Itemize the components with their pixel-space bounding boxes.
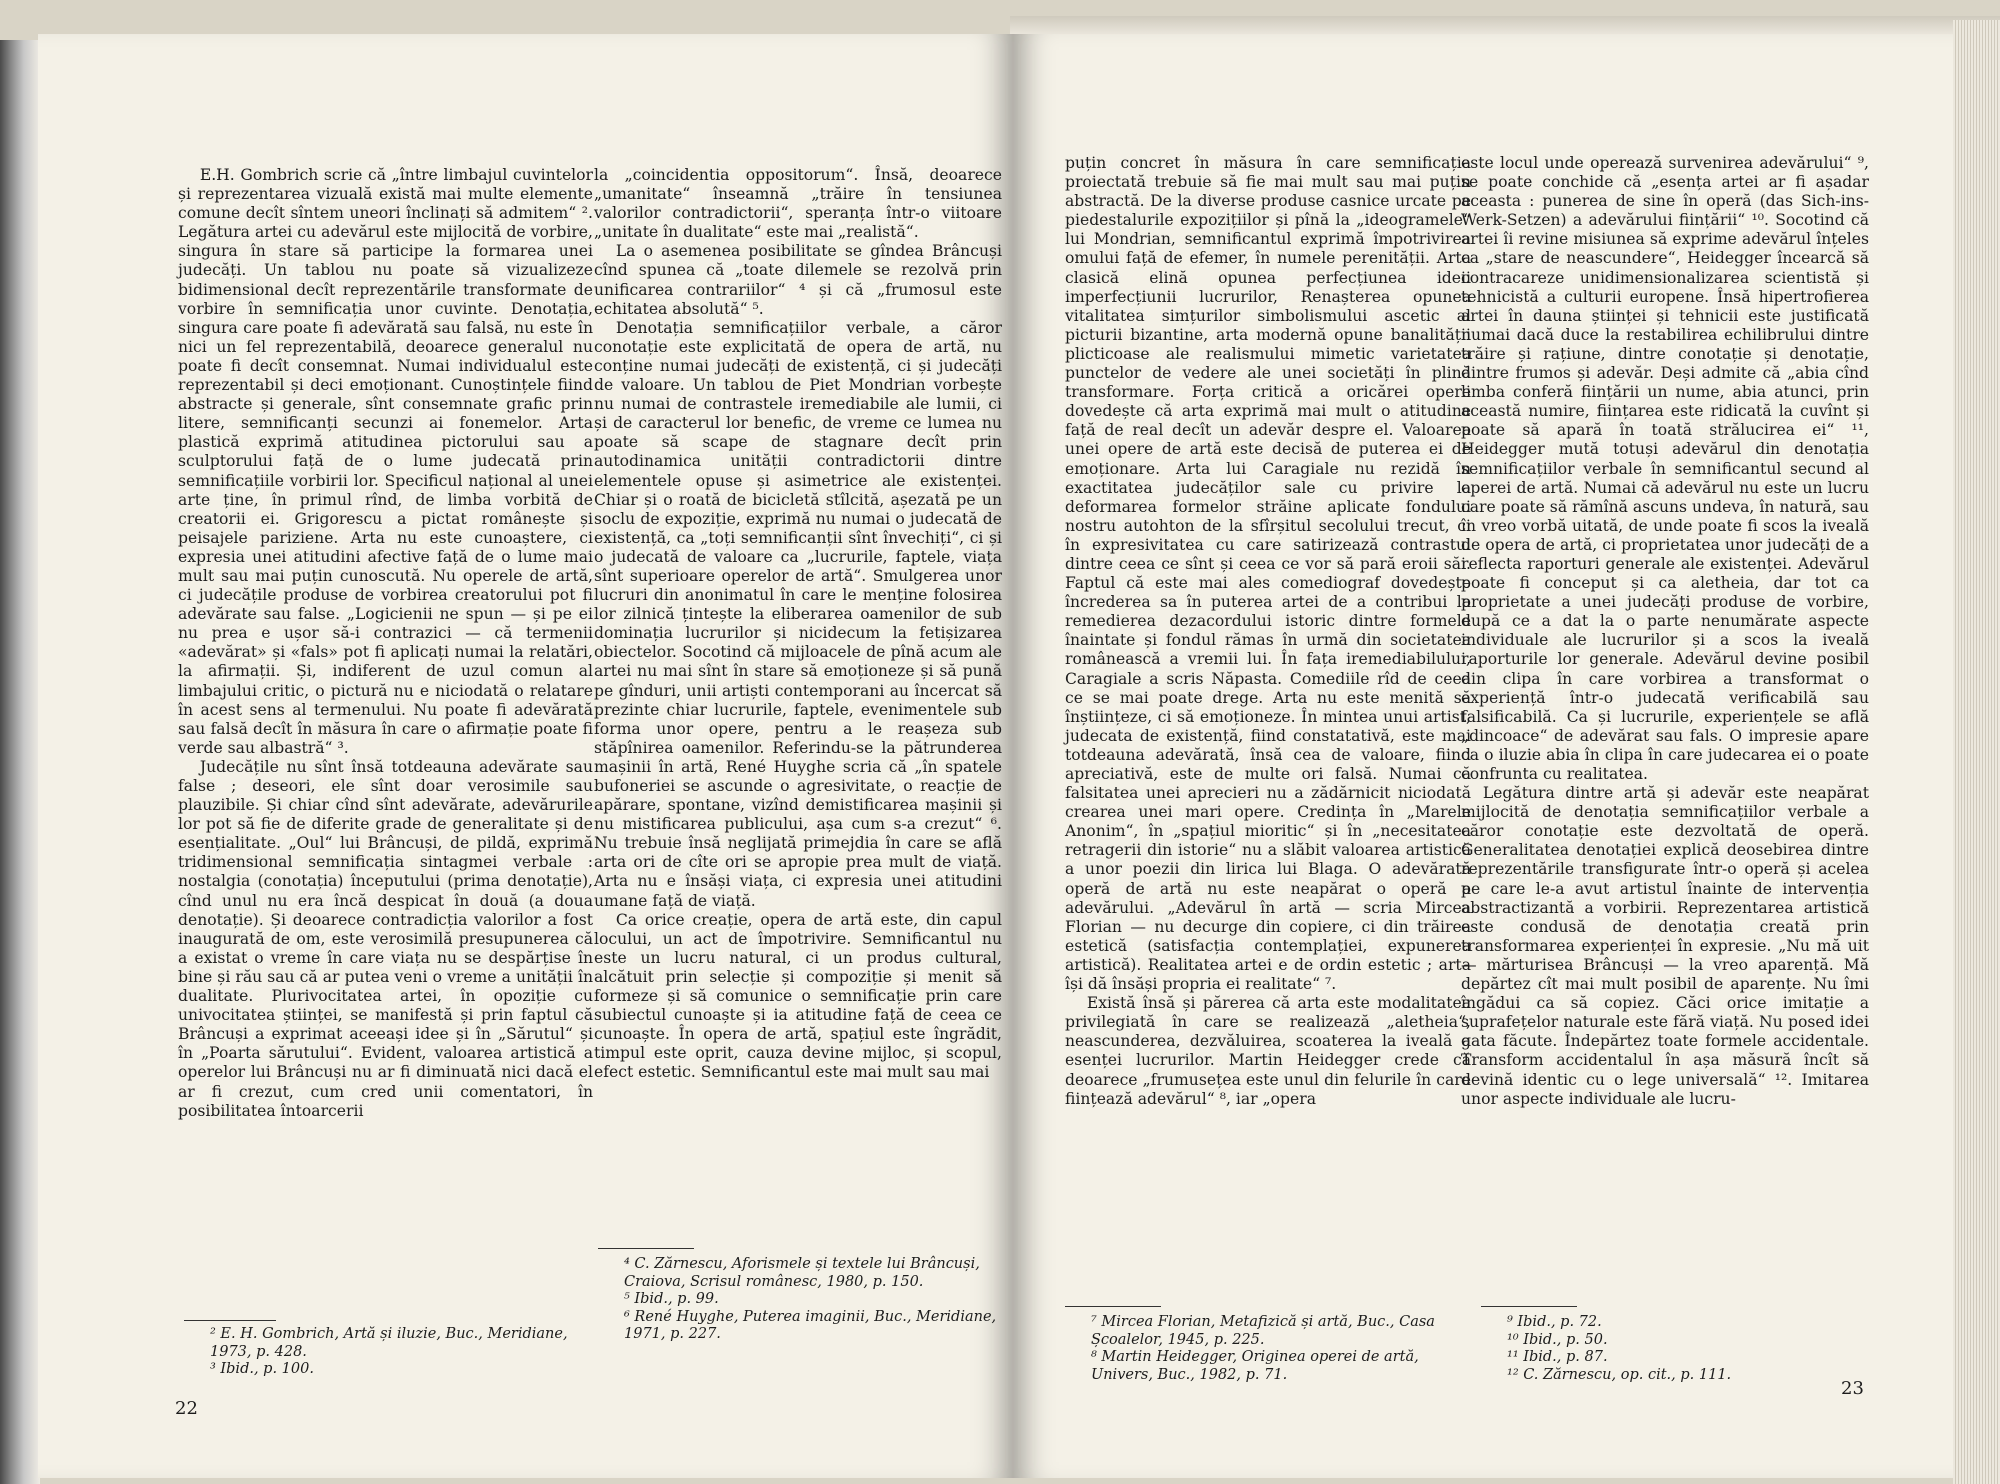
right-page [1013,34,1953,1478]
footnote: ¹¹ Ibid., p. 87. [1507,1349,1608,1365]
footnote: ⁶ René Huyghe, Puterea imaginii, Buc., Meridiane, 1971, p. 227. [624,1308,997,1342]
right-footnotes-col-2 [1481,1314,1871,1384]
right-page-column-1 [1065,154,1471,1109]
footnote: ⁷ Mircea Florian, Metafizică și artă, Buc., Casa Școalelor, 1945, p. 225. [1091,1314,1435,1348]
paragraph: Denotația semnificațiilor verbale, a căror conotație este explicitată de opera de artă, nu conține numai judecăți de existență, ci și judecăți de valoare. Un tablou de Piet Mondrian vorbește nu numai de contrastele iremediabile ale lumii, ci și de caracterul lor benefic, de vreme ce lumea nu poate să scape de stagnare decît prin autodinamica unității contradictorii dintre elementele opuse și asimetrice ale existenței. Chiar și o roată de bicicletă stîlcită, așezată pe un soclu de expoziție, exprimă nu numai o judecată de existență, ca „toți semnificanții sînt învechiți“, ci și o judecată de valoare ca „lucrurile, faptele, viața sînt superioare operelor de artă“. Smulgerea unor lucruri din anonimatul în care le menține folosirea lor zilnică țintește la eliberarea oamenilor de sub dominația lucrurilor și nicidecum la fetișizarea obiectelor. Socotind că mijloacele de pînă acum ale artei nu mai sînt în stare să emoționeze și să pună pe gînduri, unii artiști contemporani au încercat să prezinte chiar lucrurile, faptele, evenimentele sub forma unor opere, pentru a le reașeza sub stăpînirea oamenilor. Referindu-se la pătrunderea mașinii în artă, René Huyghe scria că „în spatele bufoneriei se ascunde o agresivitate, o reacție de apărare, spontane, vizînd demistificarea mașinii și nu mistificarea publicului, așa cum s-a crezut“ ⁶. Nu trebuie însă neglijată primejdia în care se află arta ori de cîte ori se apropie prea mult de viață. Arta nu e însăși viața, ci expresia unei atitudini umane față de viață. [594,318,1002,910]
left-footnotes-col-1 [184,1326,592,1379]
paragraph: este locul unde operează survenirea adevărului“ ⁹, se poate conchide că „esența artei ar fi așadar aceasta : punerea de sine în operă (das Sich-ins-Werk-Setzen) a adevărului ființării“ ¹⁰. Socotind că artei îi revine misiunea să exprime adevărul înțeles ca „stare de neascundere“, Heidegger încearcă să contracareze unidimensionalizarea scientistă și tehnicistă a culturii europene. Însă hipertrofierea artei în dauna științei și tehnicii este justificată numai dacă duce la restabilirea echilibrului dintre trăire și rațiune, dintre conotație și denotație, dintre frumos și adevăr. Deși admite că „abia cînd limba conferă ființării un nume, abia atunci, prin această numire, ființarea este ridicată la cuvînt și poate să apară în toată strălucirea ei“ ¹¹, Heidegger mută totuși adevărul din denotația semnificațiilor verbale în semnificantul secund al operei de artă. Numai că adevărul nu este un lucru care poate să rămînă ascuns undeva, în natură, sau în vreo vorbă uitată, de unde poate fi scos la iveală de opera de artă, ci proprietatea unor judecăți de a reflecta raporturi generale ale existenței. Adevărul poate fi conceput și ca aletheia, dar tot ca proprietate a unei judecăți produse de vorbire, după ce a dat la o parte nenumărate aspecte individuale ale lucrurilor și a scos la iveală raporturile lor generale. Adevărul devine posibil din clipa în care vorbirea a transformat o experiență într-o judecată verificabilă sau falsificabilă. Ca și lucrurile, experiențele se află „dincoace“ de adevărat sau fals. O impresie apare ca o iluzie abia în clipa în care judecarea ei o poate confrunta cu realitatea. [1461,154,1869,783]
paragraph: Ca orice creație, opera de artă este, din capul locului, un act de împotrivire. Semnificantul nu este un lucru natural, ci un produs cultural, alcătuit prin selecție și compoziție și menit să formeze și să comunice o semnificație prin care subiectul cunoaște și ia atitudine față de ceea ce cunoaște. În opera de artă, spațiul este îngrădit, timpul este oprit, cauza devine mijloc, și scopul, efect estetic. Semnificantul este mai mult sau mai [594,910,1002,1082]
footnote: ¹² C. Zărnescu, op. cit., p. 111. [1507,1366,1732,1383]
footnote-rule [1481,1306,1577,1307]
left-page [38,34,1013,1478]
footnote-rule [184,1320,276,1321]
left-page-column-1 [178,166,593,1121]
footnote: ² E. H. Gombrich, Artă și iluzie, Buc., Meridiane, 1973, p. 428. [210,1326,568,1360]
book-cover-edge [0,40,40,1484]
footnote: ⁵ Ibid., p. 99. [624,1291,719,1307]
page-number: 22 [175,1398,198,1419]
left-page-column-2 [594,166,1002,1083]
paragraph: La o asemenea posibilitate se gîndea Brâncuși cînd spunea că „toate dilemele se rezolvă prin unificarea contrariilor“ ⁴ și că „frumosul este echitatea absolută“ ⁵. [594,242,1002,318]
paragraph: Legătura dintre artă și adevăr este neapărat mijlocită de denotația semnificațiilor verbale a căror conotație este dezvoltată de operă. Generalitatea denotației explică deosebirea dintre reprezentările transfigurate într-o operă și acelea pe care le-a avut artistul înainte de intervenția abstractizantă a vorbirii. Reprezentarea artistică este condusă de denotația creată prin transformarea experienței în expresie. „Nu mă uit — mărturisea Brâncuși — la vreo aparență. Mă depărtez cît mai mult posibil de aparențe. Nu îmi îngădui ca să copiez. Căci orice imitație a suprafețelor naturale este fără viață. Nu posed idei gata făcute. Îndepărtez toate formele accidentale. Transform accidentalul în așa măsură încît să devină identic cu o lege universală“ ¹². Imitarea unor aspecte individuale ale lucru- [1461,784,1869,1108]
page-block-edge [1953,20,2000,1484]
footnote: ⁴ C. Zărnescu, Aforismele și textele lui Brâncuși, Craiova, Scrisul românesc, 1980, p. 150. [624,1256,980,1290]
footnote: ¹⁰ Ibid., p. 50. [1507,1331,1608,1348]
left-footnotes-col-2 [598,1256,1002,1344]
right-page-column-2 [1461,154,1869,1109]
footnote: ⁹ Ibid., p. 72. [1507,1314,1602,1330]
paragraph: Există însă și părerea că arta este modalitatea privilegiată în care se realizează „aletheia“, neascunderea, dezvăluirea, scoaterea la iveală a esenței lucrurilor. Martin Heidegger crede că deoarece „frumusețea este unul din felurile în care ființează adevărul“ ⁸, iar „opera [1065,994,1471,1108]
paragraph: puțin concret în măsura în care semnificația proiectată trebuie să fie mai mult sau mai puțin abstractă. De la diverse produse casnice urcate pe piedestalurile expozițiilor și pînă la „ideogramele“ lui Mondrian, semnificantul exprimă împotrivirea omului față de efemer, în numele perenității. Arta clasică elină opunea perfecțiunea ideii imperfecțiunii lucrurilor, Renașterea opunea vitalitatea simțurilor simbolismului ascetic al picturii bizantine, arta modernă opune banalității plicticoase ale realismului mimetic varietatea punctelor de vedere ale unei societăți în plină transformare. Forța critică a oricărei opere dovedește că arta exprimă mai mult o atitudine față de real decît un adevăr despre el. Valoarea unei opere de artă este decisă de puterea ei de emoționare. Arta lui Caragiale nu rezidă în exactitatea judecăților sale cu privire la deformarea formelor străine aplicate fondului nostru autohton de la sfîrșitul secolului trecut, ci în expresivitatea cu care satirizează contrastul dintre ceea ce sînt și ceea ce vor să pară eroii săi. Faptul că este mai ales comediograf dovedește încrederea sa în puterea artei de a contribui la remedierea dezacordului istoric dintre formele înaintate și fondul rămas în urmă din societatea românească a vremii lui. În fața iremediabilului, Caragiale a scris Năpasta. Comediile rîd de ceea ce se mai poate drege. Arta nu este menită să înștiințeze, ci să emoționeze. În mintea unui artist, judecata de existență, fiind constatativă, este mai totdeauna adevărată, însă cea de valoare, fiind apreciativă, este de multe ori falsă. Numai că falsitatea unei aprecieri nu a zădărnicit niciodată crearea unei mari opere. Credința în „Marele Anonim“, în „spațiul mioritic“ și în „necesitatea retragerii din istorie“ nu a slăbit valoarea artistică a unor poezii din lirica lui Blaga. O adevărată operă de artă nu este neapărat o operă a adevărului. „Adevărul în artă — scria Mircea Florian — nu decurge din copiere, ci din trăirea estetică (satisfacția contemplației, expunerea artistică). Realitatea artei e de ordin estetic ; arta își dă însăși propria ei realitate“ ⁷. [1065,154,1471,994]
footnote-rule [1065,1306,1161,1307]
paragraph: E.H. Gombrich scrie că „între limbajul cuvintelor și reprezentarea vizuală există mai multe elemente comune decît sîntem uneori înclinați să admitem“ ². Legătura artei cu adevărul este mijlocită de vorbire, singura în stare să participe la formarea unei judecăți. Un tablou nu poate să vizualizeze bidimensional decît reprezentările transformate de vorbire în semnificația unor cuvinte. Denotația, singura care poate fi adevărată sau falsă, nu este în nici un fel reprezentabilă, deoarece generalul nu poate fi decît consemnat. Numai individualul este reprezentabil și deci emoționant. Cunoștințele fiind abstracte și generale, sînt consemnate grafic prin litere, semnificanți secunzi ai fonemelor. Arta plastică exprimă atitudinea pictorului sau a sculptorului față de o lume judecată prin semnificațiile vorbirii lor. Specificul național al unei arte ține, în primul rînd, de limba vorbită de creatorii ei. Grigorescu a pictat românește și peisajele pariziene. Arta nu este cunoaștere, ci expresia unei atitudini afective față de o lume mai mult sau mai puțin cunoscută. Nu operele de artă, ci judecățile produse de vorbirea creatorului pot fi adevărate sau false. „Logicienii ne spun — și pe ei nu prea e ușor să-i contrazici — că termenii «adevărat» și «fals» pot fi aplicați numai la relatări, la afirmații. Și, indiferent de uzul comun al limbajului critic, o pictură nu e niciodată o relatare în acest sens al termenului. Nu poate fi adevărată sau falsă decît în măsura în care o afirmație poate fi verde sau albastră“ ³. [178,166,593,757]
paragraph: la „coincidentia oppositorum“. Însă, deoarece „umanitate“ înseamnă „trăire în tensiunea valorilor contradictorii“, speranța într-o viitoare „unitate în dualitate“ este mai „realistă“. [594,166,1002,242]
right-footnotes-col-1 [1065,1314,1469,1384]
paragraph: Judecățile nu sînt însă totdeauna adevărate sau false ; deseori, ele sînt doar verosimile sau plauzibile. Și chiar cînd sînt adevărate, adevărurile lor pot să fie de diferite grade de generalitate și de esențialitate. „Oul“ lui Brâncuși, de pildă, exprimă tridimensional semnificația sintagmei verbale : nostalgia (conotația) începutului (prima denotație), cînd unul nu era încă despicat în două (a doua denotație). Și deoarece contradicția valorilor a fost inaugurată de om, este verosimilă presupunerea că a existat o vreme în care viața nu se despărțise în bine și rău sau că ar putea veni o vreme a unității în dualitate. Plurivocitatea artei, în opoziție cu univocitatea științei, se manifestă și prin faptul că Brâncuși a exprimat aceeași idee și în „Sărutul“ și în „Poarta sărutului“. Evident, valoarea artistică a operelor lui Brâncuși nu ar fi diminuată nici dacă el ar fi crezut, cum cred unii comentatori, în posibilitatea întoarcerii [178,757,593,1120]
page-number: 23 [1841,1378,1864,1399]
footnote: ⁸ Martin Heidegger, Originea operei de artă, Univers, Buc., 1982, p. 71. [1091,1349,1419,1383]
footnote-rule [598,1248,694,1249]
footnote: ³ Ibid., p. 100. [210,1361,314,1377]
